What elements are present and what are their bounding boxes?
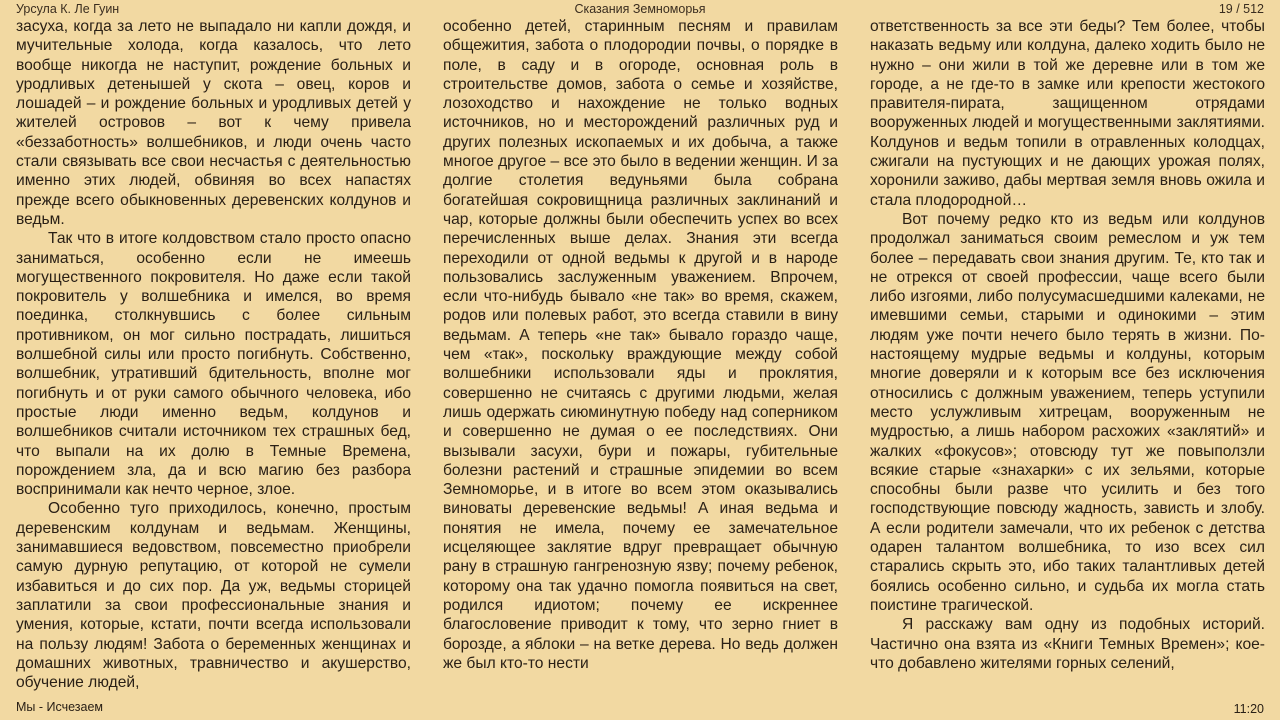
paragraph: ответственность за все эти беды? Тем более, чтобы наказать ведьму или колдуна, далеко ходить было не нужно – они жили в той же деревне или в том же городе, а не где-то в замке или крепости жестокого правителя-пирата, защищенном отрядами вооруженных людей и могущественными заклятиями. Колдунов и ведьм топили в отравленных колодцах, сжигали на пустующих и не дающих урожая полях, хоронили заживо, дабы мертвая земля вновь ожила и стала плодородной… bbox=[870, 18, 1265, 209]
paragraph: особенно детей, старинным песням и правилам общежития, забота о плодородии почвы, о порядке в поле, в саду и в огороде, основная роль в строительстве домов, забота о семье и хозяйстве, лозоходство и нахождение не только водных источников, но и месторождений различных руд и других полезных ископаемых и их добыча, а также многое другое – все это было в ведении женщин. И за долгие столетия ведуньями была собрана богатейшая сокровищница различных заклинаний и чар, которые должны были обеспечить успех во всех перечисленных выше делах. Знания эти всегда переходили от одной ведьмы к другой и в народе пользовались заслуженным уважением. Впрочем, если что-нибудь бывало «не так» во время, скажем, родов или полевых работ, это всегда ставили в вину ведьмам. А теперь «не так» бывало гораздо чаще, чем «так», поскольку враждующие между собой волшебники использовали яды и проклятия, совершенно не считаясь с другими людьми, желая лишь одержать сиюминутную победу над соперником и совершенно не думая о ее последствиях. Они вызывали засухи, бури и пожары, губительные болезни растений и страшные эпидемии во всем Земноморье, и в итоге во всем этом оказывались виноваты деревенские ведьмы! А иная ведьма и понятия не имела, почему ее замечательное исцеляющее заклятие вдруг превращает обычную рану в страшную гангренозную язву; почему ребенок, которому она так удачно помогла появиться на свет, родился идиотом; почему ее искреннее благословение приводит к тому, что зерно гниет в борозде, а яблоки – на ветке дерева. Но ведь должен же был кто-то нести bbox=[443, 18, 838, 672]
reader-footer bbox=[0, 696, 1280, 720]
page-text[interactable] bbox=[16, 17, 1265, 693]
book-author: Урсула К. Ле Гуин bbox=[16, 2, 120, 16]
paragraph: Так что в итоге колдовством стало просто опасно заниматься, особенно если не имеешь могущественного покровителя. Но даже если такой покровитель у волшебника и имелся, во время поединка, столкнувшись с более сильным противником, он мог сильно пострадать, лишиться волшебной силы или просто погибнуть. Собственно, волшебник, утративший бдительность, вполне мог погибнуть и от руки самого обычного человека, ибо простые люди именно ведьм, колдунов и волшебников считали источником тех страшных бед, что выпали на их долю в Темные Времена, порождением зла, да и всю магию без разбора воспринимали как нечто черное, злое. bbox=[16, 230, 411, 499]
text-column-3 bbox=[870, 17, 1265, 693]
paragraph: Особенно туго приходилось, конечно, простым деревенским колдунам и ведьмам. Женщины, занимавшиеся ведовством, повсеместно приобрели самую дурную репутацию, от которой не сумели избавиться и до сих пор. Да уж, ведьмы сторицей заплатили за свои профессиональные знания и умения, которые, кстати, почти всегда использовали на пользу людям! Забота о беременных женщинах и домашних животных, травничество и акушерство, обучение людей, bbox=[16, 500, 411, 692]
page-indicator: 19 / 512 bbox=[1218, 2, 1264, 16]
paragraph: Вот почему редко кто из ведьм или колдунов продолжал заниматься своим ремеслом и уж тем более – передавать свои знания другим. Те, кто так и не отрекся от своей профессии, чаще всего были либо изгоями, либо полусумасшедшими калеками, не имевшими семьи, старыми и одинокими – этим людям уже почти нечего было терять в жизни. По-настоящему мудрые ведьмы и колдуны, которым многие доверяли и к которым все без исключения относились с должным уважением, теперь уступили место услужливым хитрецам, вооруженным не мудростью, а лишь набором расхожих «заклятий» и жалких «фокусов»; отовсюду тут же повыползли всякие старые «знахарки» с их зельями, которые способны были разве что усилить и без того господствующие повсюду жадность, зависть и злобу. А если родители замечали, что их ребенок с детства одарен талантом волшебника, то изо всех сил старались скрыть это, ибо таких талантливых детей боялись особенно сильно, и судьба их могла стать поистине трагической. bbox=[870, 210, 1265, 614]
reader-header bbox=[0, 0, 1280, 18]
text-column-1 bbox=[16, 17, 411, 693]
clock: 11:20 bbox=[1233, 702, 1264, 716]
paragraph: Я расскажу вам одну из подобных историй. Частично она взята из «Книги Темных Времен»; кое-что добавлено жителями горных селений, bbox=[870, 616, 1265, 672]
chapter-title: Мы - Исчезаем bbox=[16, 700, 104, 714]
text-column-2 bbox=[443, 17, 838, 693]
book-title: Сказания Земноморья bbox=[574, 2, 706, 16]
paragraph: засуха, когда за лето не выпадало ни капли дождя, и мучительные холода, когда казалось, что лето вообще никогда не наступит, рождение больных и уродливых детенышей у скота – овец, коров и лошадей – и рождение больных и уродливых детей у жителей островов – вот к чему привела «беззаботность» волшебников, и люди очень часто стали связывать все свои несчастья с деятельностью именно этих людей, обвиняя во всех напастях прежде всего обыкновенных деревенских колдунов и ведьм. bbox=[16, 18, 411, 228]
